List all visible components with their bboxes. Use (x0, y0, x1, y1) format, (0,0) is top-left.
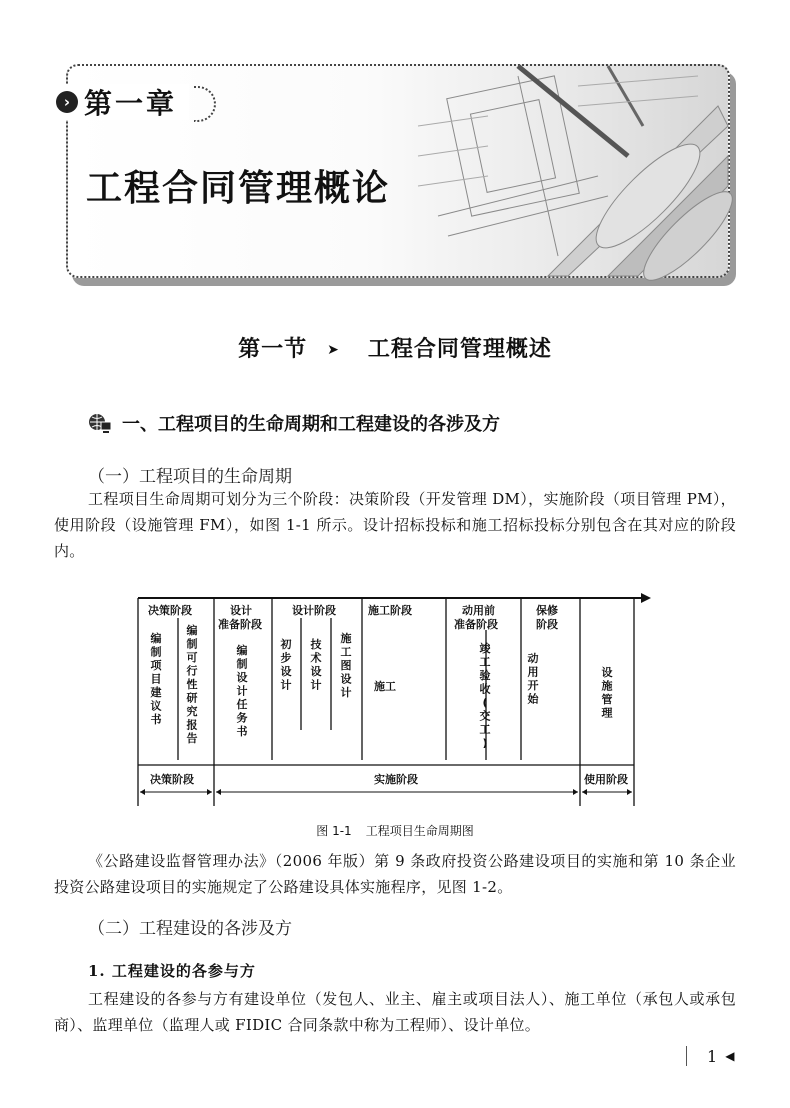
section-label: 第一节 (238, 337, 308, 362)
subheading-participants: 1. 工程建设的各参与方 (88, 962, 256, 980)
figure-caption (0, 822, 790, 839)
label-design-prep-2: 准备阶段 (218, 618, 262, 631)
label-pre-use-2: 准备阶段 (454, 618, 498, 631)
item-technical-design: 技术设计 (310, 638, 322, 692)
chapter-title: 工程合同管理概论 (86, 168, 391, 209)
page-number-value: 1 (707, 1046, 718, 1066)
subheading-parties: （二）工程建设的各涉及方 (88, 919, 292, 939)
bottom-label-use: 使用阶段 (584, 773, 628, 786)
item-facility-management: 设施管理 (601, 666, 613, 720)
paragraph-lifecycle: 工程项目生命周期可划分为三个阶段：决策阶段（开发管理 DM），实施阶段（项目管理 PM），使用阶段（设施管理 FM），如图 1-1 所示。设计招标投标和施工招标投标分别包含在其对应的阶段内。 (54, 490, 736, 560)
section-heading (0, 332, 790, 363)
item-feasibility-report: 编制可行性研究报告 (186, 624, 198, 745)
section-title: 工程合同管理概述 (367, 337, 552, 362)
chevron-right-icon: › (56, 91, 78, 113)
bottom-label-implementation: 实施阶段 (374, 773, 418, 786)
chapter-banner (63, 64, 730, 278)
lifecycle-figure (136, 590, 656, 810)
figure-arrow-head (641, 593, 651, 603)
triangle-left-icon: ◀ (725, 1049, 735, 1063)
label-warranty-2: 阶段 (536, 618, 558, 631)
chapter-badge (56, 84, 189, 120)
label-warranty-1: 保修 (536, 604, 558, 617)
figure-caption-text: 工程项目生命周期图 (365, 824, 474, 838)
item-start-use: 动用开始 (527, 652, 539, 706)
page-number-divider (686, 1046, 687, 1066)
chapter-label: 第一章 (84, 87, 178, 120)
heading-1-text: 一、工程项目的生命周期和工程建设的各涉及方 (122, 414, 500, 435)
globe-computer-icon (88, 412, 112, 434)
page-number (686, 1046, 734, 1066)
item-preliminary-design: 初步设计 (280, 638, 292, 692)
heading-level-1 (88, 410, 500, 436)
label-pre-use-1: 动用前 (462, 604, 495, 617)
paragraph-participants: 工程建设的各参与方有建设单位（发包人、业主、雇主或项目法人）、施工单位（承包人或承包商）、监理单位（监理人或 FIDIC 合同条款中称为工程师）、设计单位。 (54, 990, 736, 1034)
figure-caption-number: 图 1-1 (316, 824, 352, 838)
label-construction-stage: 施工阶段 (368, 604, 412, 617)
item-completion-acceptance: 竣工验收(交工) (479, 642, 491, 750)
item-construction: 施工 (374, 680, 396, 693)
chapter-badge-arc (194, 86, 216, 122)
label-decision-stage: 决策阶段 (148, 604, 192, 617)
item-project-proposal: 编制项目建议书 (150, 632, 162, 726)
subheading-lifecycle: （一）工程项目的生命周期 (88, 467, 292, 487)
item-construction-drawing: 施工图设计 (340, 632, 352, 699)
item-design-task: 编制设计任务书 (236, 644, 248, 738)
label-design-stage: 设计阶段 (292, 604, 336, 617)
blueprint-illustration (398, 66, 728, 276)
bottom-label-decision: 决策阶段 (150, 773, 194, 786)
label-design-prep-1: 设计 (230, 604, 252, 617)
arrow-right-icon: ➤ (327, 342, 340, 358)
paragraph-highway-regulation: 《公路建设监督管理办法》（2006 年版）第 9 条政府投资公路建设项目的实施和第 10 条企业投资公路建设项目的实施规定了公路建设具体实施程序，见图 1-2。 (54, 852, 736, 896)
